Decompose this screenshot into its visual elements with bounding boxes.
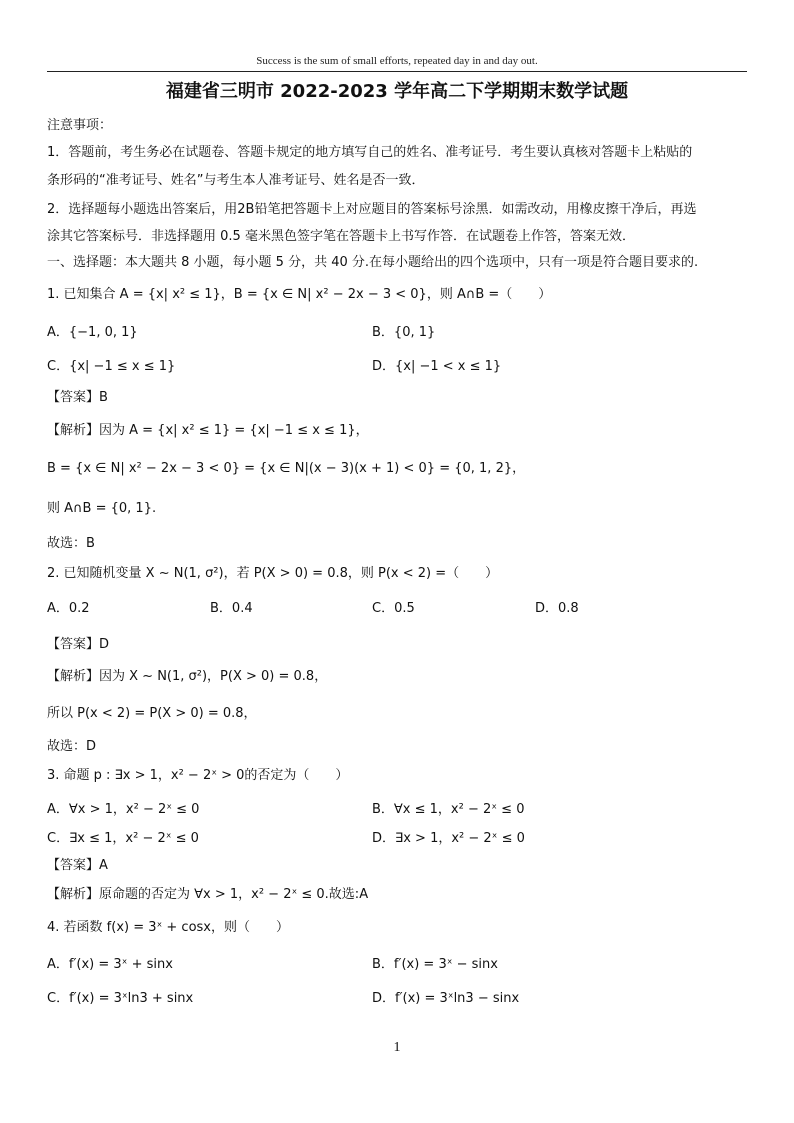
notice-heading: 注意事项： (47, 118, 113, 133)
notice-item-1b: 条形码的“准考证号、姓名”与考生本人准考证号、姓名是否一致． (47, 173, 425, 188)
q4-option-b: B．f′(x) = 3ˣ − sinx (372, 957, 498, 972)
q1-solution-2: B = {x ∈ N| x² − 2x − 3 < 0} = {x ∈ N|(x − 3)(x + 1) < 0} = {0, 1, 2}， (47, 461, 526, 476)
q2-solution-2: 所以 P(x < 2) = P(X > 0) = 0.8， (47, 706, 257, 721)
q2-option-c: C．0.5 (372, 601, 415, 616)
q4-option-a: A．f′(x) = 3ˣ + sinx (47, 957, 173, 972)
q1-option-c: C．{x| −1 ≤ x ≤ 1} (47, 359, 176, 374)
q3-option-a: A．∀x > 1，x² − 2ˣ ≤ 0 (47, 802, 200, 817)
q3-stem: 3. 命题 p : ∃x > 1，x² − 2ˣ > 0的否定为（ ） (47, 768, 349, 783)
q3-option-b: B．∀x ≤ 1，x² − 2ˣ ≤ 0 (372, 802, 525, 817)
q4-option-d: D．f′(x) = 3ˣln3 − sinx (372, 991, 520, 1006)
q4-stem: 4. 若函数 f(x) = 3ˣ + cosx，则（ ） (47, 920, 290, 935)
section-heading: 一、选择题：本大题共 8 小题，每小题 5 分，共 40 分.在每小题给出的四个选项中，只有一项是符合题目要求的. (47, 255, 699, 270)
q2-solution-3: 故选：D (47, 739, 97, 754)
q3-solution-1: 【解析】原命题的否定为 ∀x > 1，x² − 2ˣ ≤ 0.故选:A (47, 887, 369, 902)
q2-stem: 2. 已知随机变量 X ~ N(1, σ²)，若 P(X > 0) = 0.8，则 P(x < 2) =（ ） (47, 566, 499, 581)
notice-item-2a: 2．选择题每小题选出答案后，用2B铅笔把答题卡上对应题目的答案标号涂黑．如需改动，用橡皮擦干净后，再选 (47, 202, 697, 217)
q1-option-a: A．{−1, 0, 1} (47, 325, 138, 340)
q2-option-a: A．0.2 (47, 601, 90, 616)
q2-option-d: D．0.8 (535, 601, 579, 616)
notice-item-1a: 1．答题前，考生务必在试题卷、答题卡规定的地方填写自己的姓名、准考证号．考生要认真核对答题卡上粘贴的 (47, 145, 693, 160)
notice-item-2b: 涂其它答案标号．非选择题用 0.5 毫米黑色签字笔在答题卡上书写作答．在试题卷上作答，答案无效． (47, 229, 635, 244)
q1-solution-4: 故选：B (47, 536, 95, 551)
page-header-motto: Success is the sum of small efforts, repeated day in and day out. (256, 55, 538, 67)
q3-option-d: D．∃x > 1，x² − 2ˣ ≤ 0 (372, 831, 525, 846)
q4-option-c: C．f′(x) = 3ˣln3 + sinx (47, 991, 194, 1006)
q3-option-c: C．∃x ≤ 1，x² − 2ˣ ≤ 0 (47, 831, 199, 846)
q1-answer: 【答案】B (47, 390, 108, 405)
q2-option-b: B．0.4 (210, 601, 253, 616)
q3-answer: 【答案】A (47, 858, 108, 873)
q2-answer: 【答案】D (47, 637, 110, 652)
header-rule (47, 71, 747, 72)
q1-solution-3: 则 A∩B = {0, 1}. (47, 501, 157, 516)
q1-stem: 1. 已知集合 A = {x| x² ≤ 1}，B = {x ∈ N| x² − 2x − 3 < 0}，则 A∩B =（ ） (47, 287, 552, 302)
page-title: 福建省三明市 2022-2023 学年高二下学期期末数学试题 (165, 81, 629, 102)
q1-solution-1: 【解析】因为 A = {x| x² ≤ 1} = {x| −1 ≤ x ≤ 1}， (47, 423, 369, 438)
q1-option-d: D．{x| −1 < x ≤ 1} (372, 359, 502, 374)
q1-option-b: B．{0, 1} (372, 325, 436, 340)
page-number: 1 (393, 1040, 401, 1055)
q2-solution-1: 【解析】因为 X ~ N(1, σ²)，P(X > 0) = 0.8， (47, 669, 328, 684)
